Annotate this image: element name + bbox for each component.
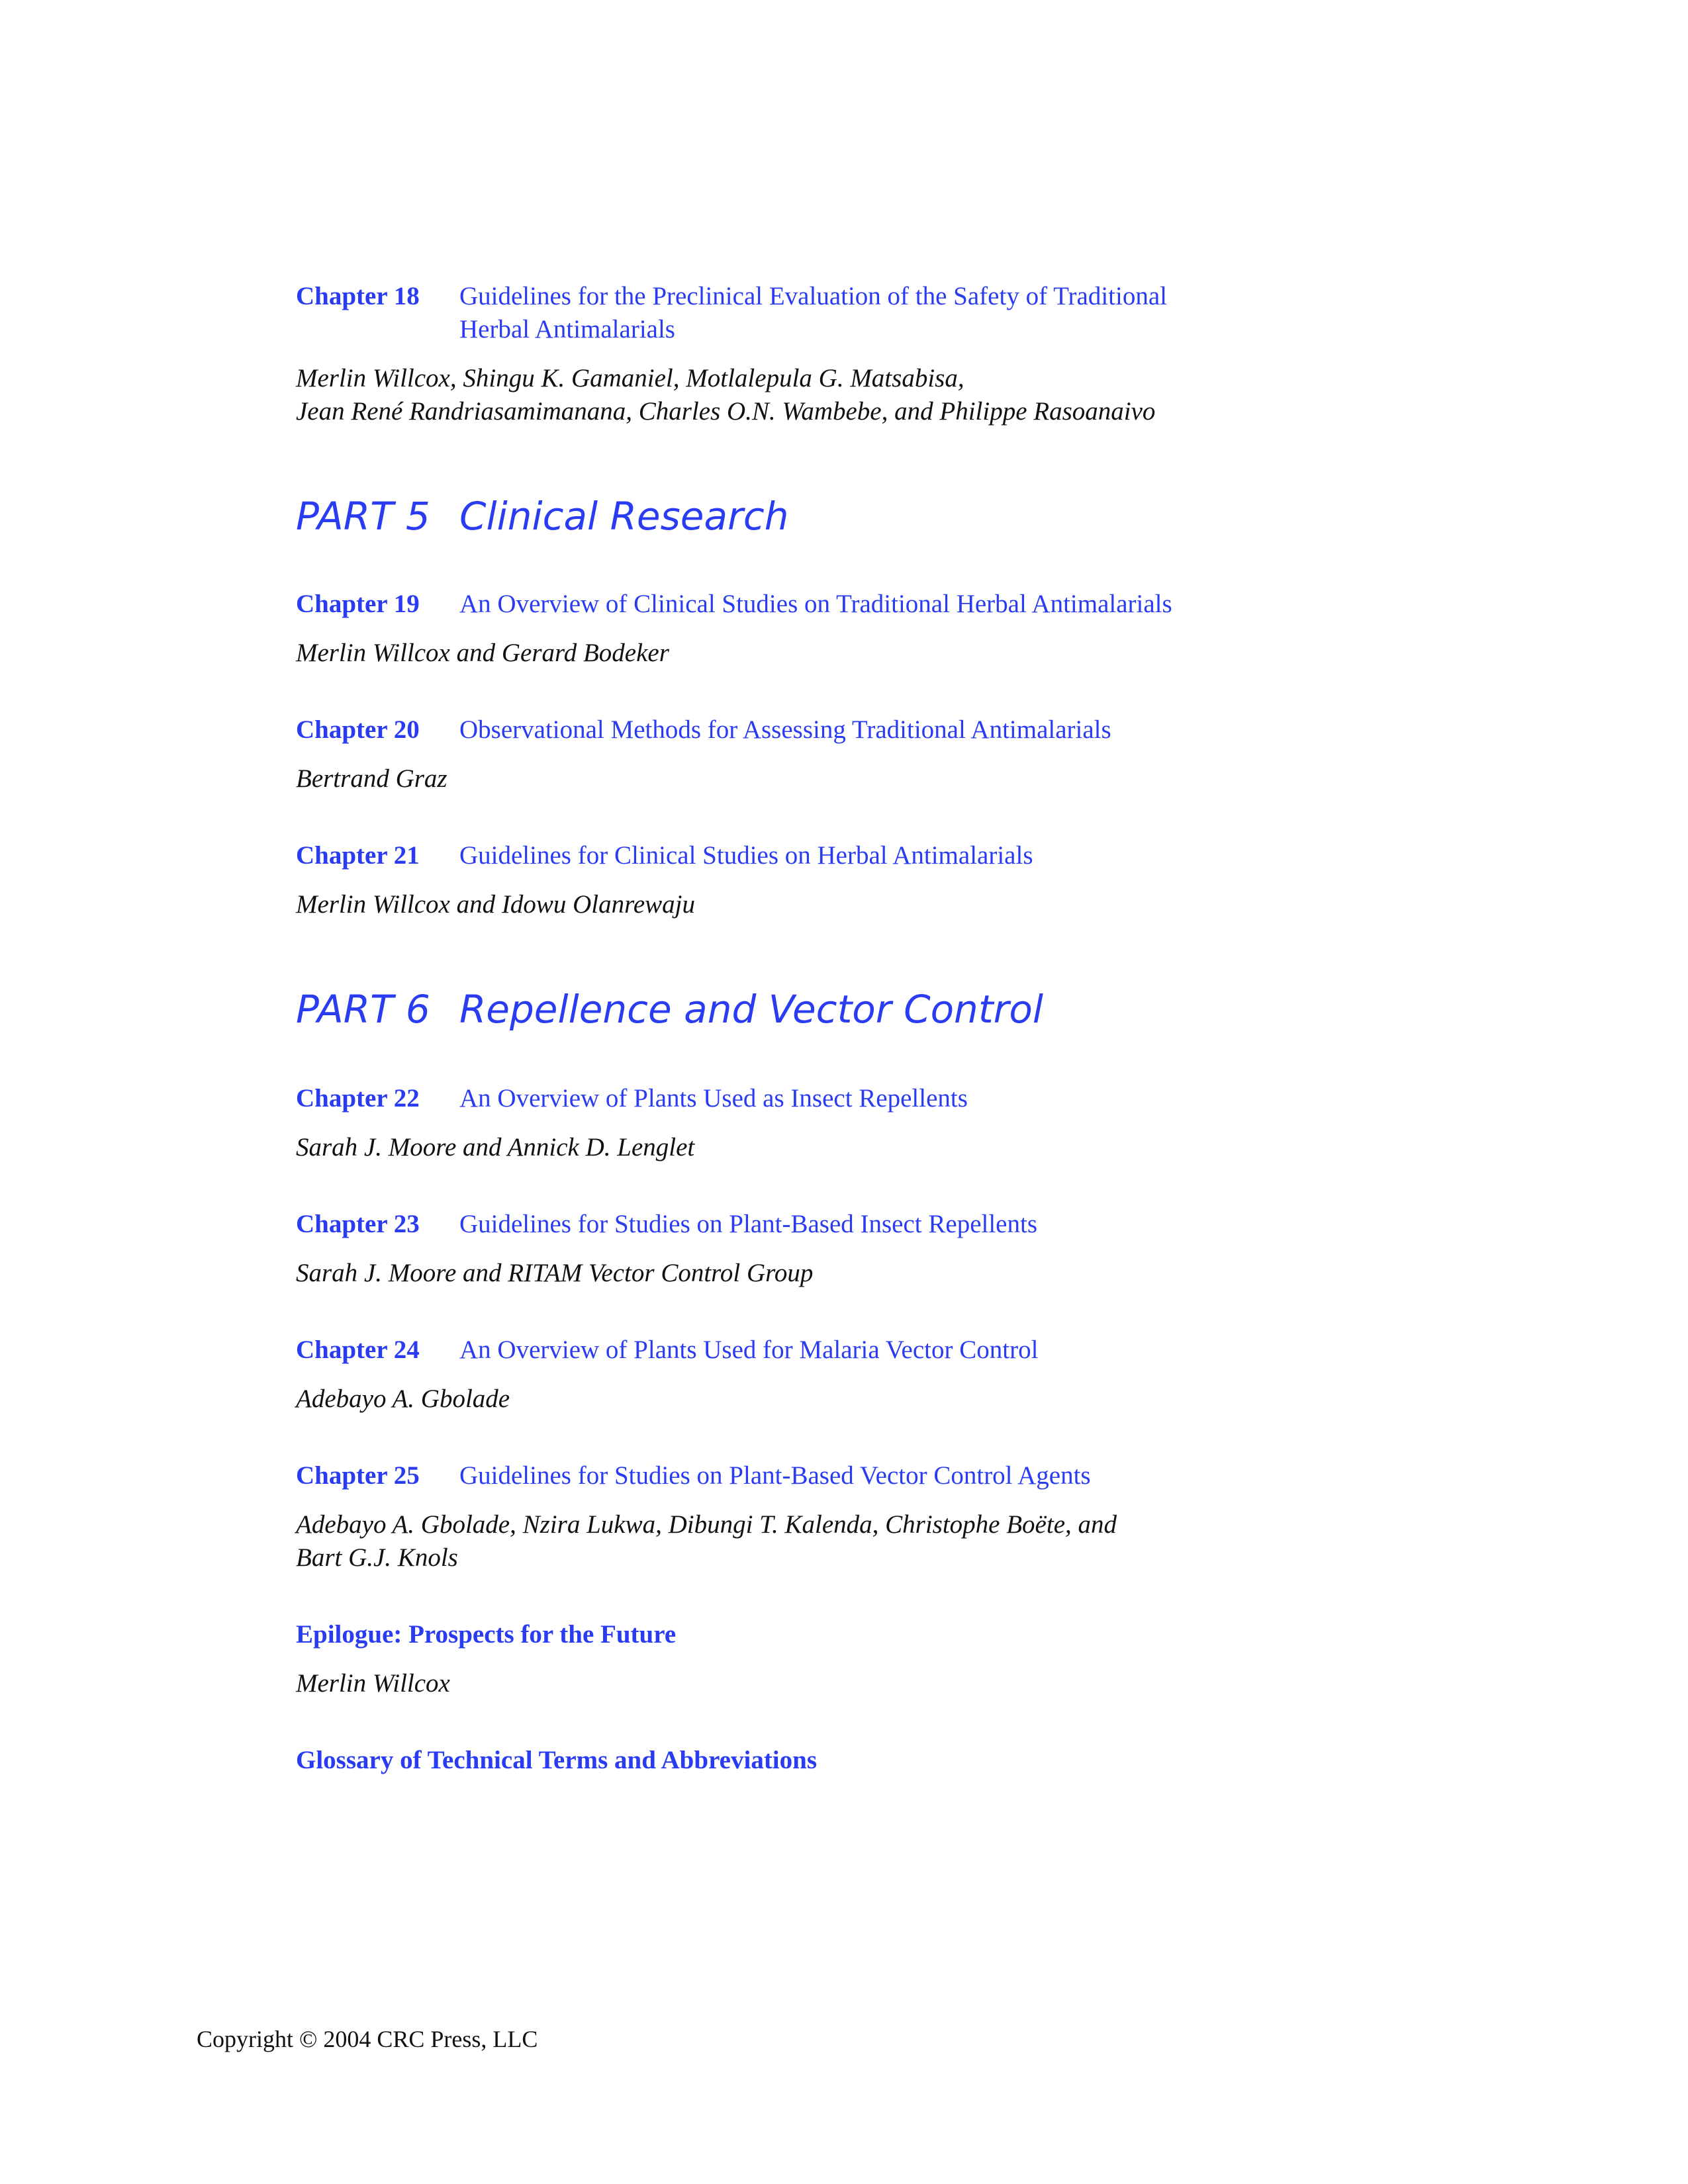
chapter-authors: Sarah J. Moore and RITAM Vector Control Group <box>296 1259 814 1287</box>
toc-entry-epilogue <box>296 1618 1302 1700</box>
toc-entry-chapter-21 <box>296 839 1302 921</box>
toc-entry-chapter-19 <box>296 588 1302 670</box>
copyright-notice: Copyright © 2004 CRC Press, LLC <box>197 2026 538 2052</box>
chapter-title-line: Herbal Antimalarials <box>459 315 675 343</box>
chapter-authors <box>296 1508 1302 1574</box>
chapter-label[interactable]: Chapter 18 <box>296 282 420 310</box>
chapter-label[interactable]: Chapter 25 <box>296 1461 420 1490</box>
chapter-label[interactable]: Chapter 19 <box>296 590 420 618</box>
chapter-authors: Merlin Willcox and Gerard Bodeker <box>296 639 669 667</box>
chapter-title[interactable]: An Overview of Clinical Studies on Traditional Herbal Antimalarials <box>459 590 1172 618</box>
chapter-label[interactable]: Chapter 24 <box>296 1336 420 1364</box>
chapter-label[interactable]: Chapter 21 <box>296 841 420 870</box>
part-heading-6[interactable] <box>296 986 1043 1032</box>
chapter-authors <box>296 362 1302 428</box>
chapter-authors: Sarah J. Moore and Annick D. Lenglet <box>296 1133 695 1161</box>
part-title: Clinical Research <box>459 494 789 539</box>
chapter-title-line: Guidelines for the Preclinical Evaluation of the Safety of Traditional <box>459 282 1167 310</box>
chapter-title[interactable]: Guidelines for Studies on Plant-Based Vector Control Agents <box>459 1461 1091 1490</box>
chapter-title[interactable]: Guidelines for Studies on Plant-Based Insect Repellents <box>459 1210 1038 1238</box>
chapter-title[interactable]: Observational Methods for Assessing Traditional Antimalarials <box>459 715 1111 744</box>
chapter-authors: Merlin Willcox and Idowu Olanrewaju <box>296 890 695 919</box>
toc-entry-chapter-20 <box>296 713 1302 796</box>
toc-entry-glossary <box>296 1744 1302 1777</box>
chapter-title[interactable]: Guidelines for Clinical Studies on Herbal Antimalarials <box>459 841 1033 870</box>
epilogue-authors: Merlin Willcox <box>296 1669 450 1698</box>
authors-line: Jean René Randriasamimanana, Charles O.N. Wambebe, and Philippe Rasoanaivo <box>296 397 1156 426</box>
toc-entry-chapter-23 <box>296 1208 1302 1290</box>
chapter-label[interactable]: Chapter 20 <box>296 715 420 744</box>
toc-entry-chapter-25 <box>296 1459 1302 1574</box>
part-heading-5[interactable] <box>296 493 789 539</box>
chapter-label[interactable]: Chapter 22 <box>296 1084 420 1113</box>
authors-line: Merlin Willcox, Shingu K. Gamaniel, Motlalepula G. Matsabisa, <box>296 364 964 392</box>
toc-entry-chapter-18 <box>296 280 1302 428</box>
glossary-title[interactable]: Glossary of Technical Terms and Abbreviations <box>296 1746 818 1774</box>
part-label: PART 6 <box>296 987 430 1032</box>
chapter-title[interactable]: An Overview of Plants Used for Malaria Vector Control <box>459 1336 1039 1364</box>
part-title: Repellence and Vector Control <box>459 987 1044 1032</box>
authors-line: Adebayo A. Gbolade, Nzira Lukwa, Dibungi T. Kalenda, Christophe Boëte, and <box>296 1510 1117 1539</box>
chapter-authors: Adebayo A. Gbolade <box>296 1385 510 1413</box>
chapter-label[interactable]: Chapter 23 <box>296 1210 420 1238</box>
chapter-authors: Bertrand Graz <box>296 764 447 793</box>
chapter-title[interactable]: An Overview of Plants Used as Insect Repellents <box>459 1084 968 1113</box>
toc-entry-chapter-24 <box>296 1334 1302 1416</box>
epilogue-title[interactable]: Epilogue: Prospects for the Future <box>296 1620 677 1649</box>
toc-entry-chapter-22 <box>296 1082 1302 1164</box>
part-label: PART 5 <box>296 494 430 539</box>
authors-line: Bart G.J. Knols <box>296 1543 458 1572</box>
chapter-title[interactable] <box>459 280 1302 346</box>
